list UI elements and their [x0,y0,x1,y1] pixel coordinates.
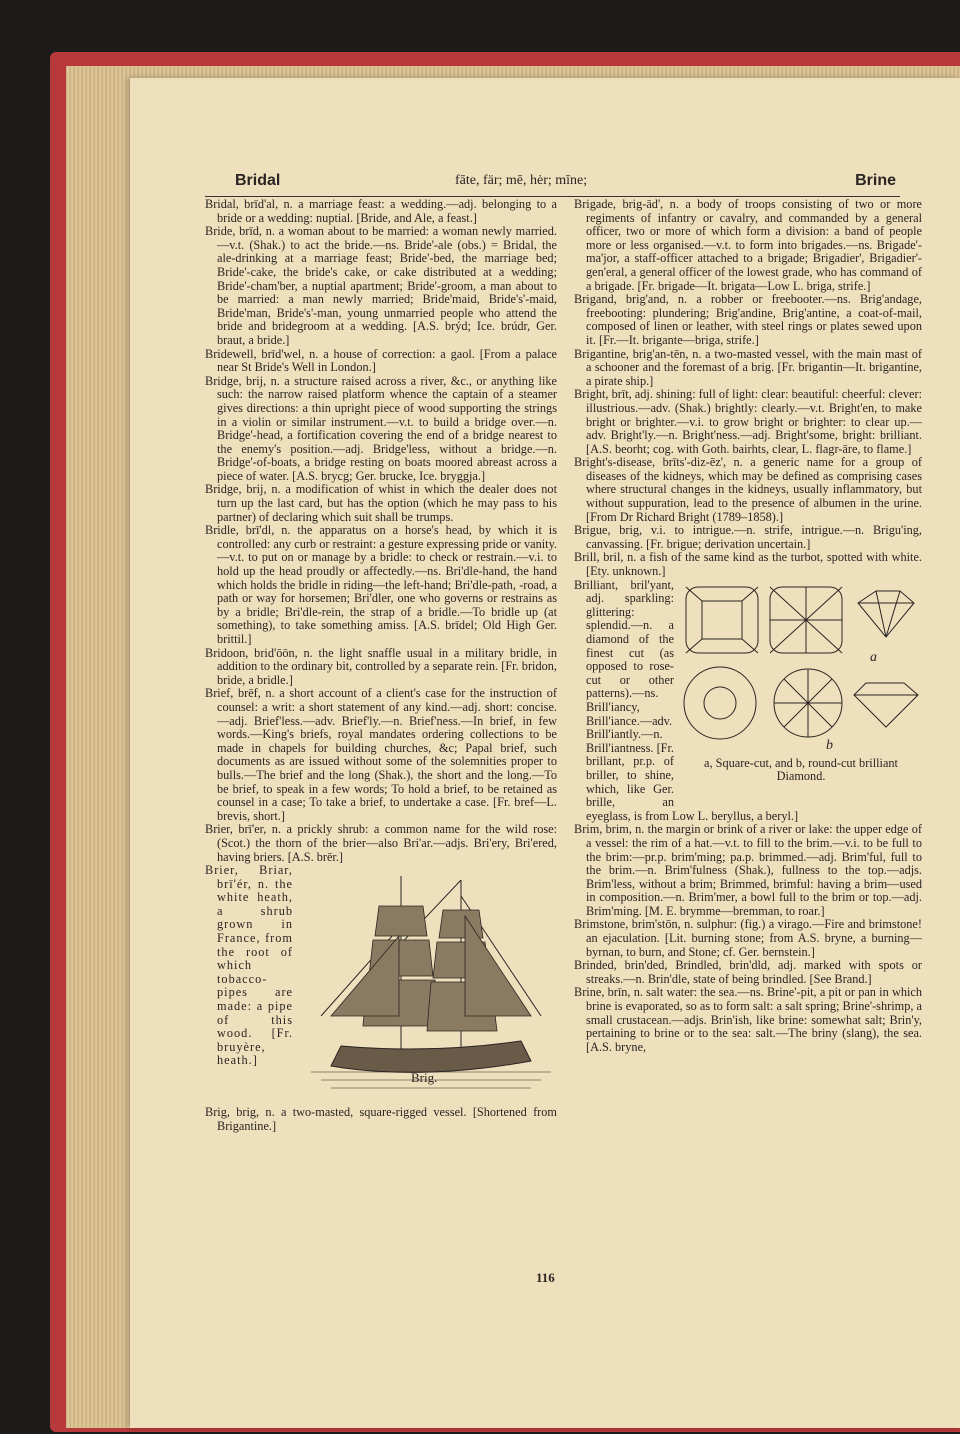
entry-brier: Brier, brī'er, n. a prickly shrub: a common name for the wild rose: (Scot.) the thorn of the brier—also Bri'ar.—adjs. Bri'ery, Bri'ered, having briers. [A.S. brēr.] [205,822,557,864]
entry-bridoon: Bridoon, brid'ōōn, n. the light snaffle usual in a military bridle, in addition to the ordinary bit, controlled by a separate rein. [Fr. bridon, bride, a bridle.] [205,645,557,687]
entry-brights-disease: Bright's-disease, brīts'-diz-ēz', n. a generic name for a group of diseases of the kidneys, which may be defined as comprising cases where structural changes in the kidneys, usually inflammatory, but without suppuration, lead to the presence of albumen in the urine. [From Dr Richard Bright (1789–1858).] [574,455,922,524]
right-column [574,198,922,1054]
running-head-right-word: Brine [855,172,896,189]
entry-bridge-card: Bridge, brij, n. a modification of whist in which the dealer does not turn up the last card, but has the option (which he may pass to his partner) of declaring which suit shall be trumps. [205,482,557,524]
diamond-cuts-icon [680,581,922,757]
pronunciation-key: fāte, fär; mē, hėr; mīne; [455,173,588,188]
diamond-label-b: b [826,737,833,753]
entry-brief: Brief, brēf, n. a short account of a client's case for the instruction of counsel: a writ: a short statement of any kind.—adj. short: concise.—adj. Brief'less.—adv. Brief'ly.—n. Brief'ness.—In brief, in few words.—King's briefs, royal mandates ordering collections to be made in chapels for building churches, &c; Papal brief, such documents as are issued without some of the solemnities proper to bulls.—The brief and the long (Shak.), the short and the long.—To be brief, to speak in a few words; To hold a brief, to be retained as counsel in a case; To take a brief, to undertake a case. [Fr. bref—L. brevis, short.] [205,686,557,823]
entry-brier-briar: Brier, Briar, brī'ér, n. the white heath, a shrub grown in France, from the root of which tobacco-pipes are made: a pipe of this wood. [Fr. bruyère, heath.] [205,863,293,1068]
entry-bright: Bright, brīt, adj. shining: full of light: clear: beautiful: cheerful: clever: illustrious.—adv. (Shak.) brightly: clearly.—v.t. Bright'en, to make bright or brighter.—v.i. to grow bright or brighter: to clear up.—adv. Bright'ly.—n. Bright'ness.—adj. Bright'some, bright: brilliant. [A.S. beorht; cog. with Goth. bairhts, clear, L. flagr-āre, to flame.] [574,387,922,456]
entry-brigand: Brigand, brig'and, n. a robber or freebooter.—ns. Brig'andage, freebooting: plundering; Brig'andine, Brig'antine, a coat-of-mail, composed of linen or leather, with steel rings or plates sewed upon it. [Fr.—It. brigante—briga, strife.] [574,292,922,347]
entry-brigue: Brigue, brig, v.i. to intrigue.—n. strife, intrigue.—n. Brigu'ing, canvassing. [Fr. brigue; derivation uncertain.] [574,523,922,551]
ship-illustration [301,866,557,1102]
entry-brinded: Brinded, brin'ded, Brindled, brin'dld, adj. marked with spots or streaks.—n. Brin'dle, state of being brindled. [See Brand.] [574,958,922,986]
entry-bridal: Bridal, brīd'al, n. a marriage feast: a wedding.—adj. belonging to a bride or a wedding: nuptial. [Bride, and Ale, a feast.] [205,197,557,225]
entry-brilliant: Brilliant, bril'yant, adj. sparkling: glittering: splendid.—n. a diamond of the finest cut (as opposed to rose-cut or other patterns).—ns. Brill'iancy, Brill'iance.—adv. Brill'iantly.—n. Brill'iantness. [Fr. brillant, pr.p. of briller, to shine, which, like Ger. brille, an eyeglass, is from Low L. beryllus, a beryl.] [574,577,799,823]
diamond-caption: a, Square-cut, and b, round-cut brilliant Diamond. [704,755,898,784]
entry-brigade: Brigade, brig-ād', n. a body of troops consisting of two or more regiments of infantry or cavalry, and commanded by a general officer, two or more of which form a division: a band of people more or less organised.—v.t. to form into brigades.—ns. Brigade'-ma'jor, a staff-officer attached to a brigade; Brigadier', Brigadier'-gen'eral, a general officer of the lowest grade, who has command of a brigade. [Fr. brigade—It. brigata—Low L. briga, strife.] [574,197,922,293]
entry-brigantine: Brigantine, brig'an-tēn, n. a two-masted vessel, with the main mast of a schooner and the foremast of a brig. [Fr. brigantin—It. brigantine, a pirate ship.] [574,346,922,388]
entry-brimstone: Brimstone, brim'stōn, n. sulphur: (fig.) a virago.—Fire and brimstone! an ejaculation. [Lit. burning stone; from A.S. bryne, a burning—byrnan, to burn, and Stone; cf. Ger. bernstein.] [574,917,922,959]
running-head [205,168,900,197]
brig-ship-icon [301,866,557,1102]
running-head-left-word: Bridal [235,172,281,189]
left-column [205,198,557,1133]
entry-brill: Brill, bril, n. a fish of the same kind as the turbot, spotted with white. [Ety. unknown.] [574,550,922,579]
diamond-illustration [680,581,922,803]
entry-bridle: Bridle, brī'dl, n. the apparatus on a horse's head, by which it is controlled: any curb or restraint: a gesture expressing pride or vanity.—v.t. to put on or manage by a bridle: to check or restrain.—v.i. to hold up the head proudly or affectedly.—ns. Bri'dle-hand, the hand which holds the bridle in riding—the left-hand; Bri'dle-path, -road, a path or way for horsemen; Bri'dler, one who governs or restrains as by a bridle; Bri'dle-rein, the strap of a bridle.—To bridle up (at something), to take something amiss. [A.S. brīdel; Old High Ger. brittil.] [205,523,557,646]
entry-brim: Brim, brim, n. the margin or brink of a river or lake: the upper edge of a vessel: the rim of a hat.—v.t. to fill to the brim.—v.i. to be full to the brim:—pr.p. brim'ming; pa.p. brimmed.—adj. Brim'ful, full to the brim.—n. Brim'fulness (Shak.), fullness to the top.—adjs. Brim'less, without a brim; Brimmed, brimful: having a brim—used in composition.—n. Brim'mer, a bowl full to the brim or top.—adj. Brim'ming. [M. E. brymme—bremman, to roar.] [574,822,922,918]
entry-bridge: Bridge, brij, n. a structure raised across a river, &c., or anything like such: the narrow raised platform whence the captain of a steamer gives directions: a thin upright piece of wood supporting the strings in a violin or similar instrument.—v.t. to build a bridge over.—n. Bridge'-head, a fortification covering the end of a bridge nearest to the enemy's position.—adj. Bridge'less, without a bridge.—n. Bridge'-of-boats, a bridge resting on boats moored abreast across a piece of water. [A.S. brycg; Ger. brucke, Ice. bryggja.] [205,373,557,483]
ship-caption: Brig. [411,1070,438,1086]
entry-brig: Brig, brig, n. a two-masted, square-rigged vessel. [Shortened from Brigantine.] [205,1105,557,1133]
entry-bride: Bride, brīd, n. a woman about to be married: a woman newly married.—v.t. (Shak.) to act the bride.—ns. Bride'-ale (obs.) = Bridal, the ale-drinking at a marriage feast; Bride'-bed, the marriage bed; Bride'-cake, the bride's cake, or cake distributed at a wedding; Bride'-cham'ber, a nuptial apartment; Bride'-groom, a man about to be married: a man newly married; Bride'maid, Bride's'-maid, Bride'man, Bride's'-man, young unmarried people who attend the bride and bridegroom at a wedding. [A.S. brýd; Ice. brúdr, Ger. braut, a bride.] [205,224,557,347]
entry-brine: Brine, brīn, n. salt water: the sea.—ns. Brine'-pit, a pit or pan in which brine is evaporated, so as to form salt: a salt spring; Brine'-shrimp, a small crustacean.—adjs. Brin'ish, like brine: somewhat salt; Brin'y, pertaining to brine or to the sea: salt.—The briny (slang), the sea. [A.S. bryne, [574,985,922,1054]
page-number: 116 [536,1270,555,1285]
diamond-label-a: a [870,649,877,665]
entry-bridewell: Bridewell, brīd'wel, n. a house of correction: a gaol. [From a palace near St Bride's Well in London.] [205,346,557,375]
